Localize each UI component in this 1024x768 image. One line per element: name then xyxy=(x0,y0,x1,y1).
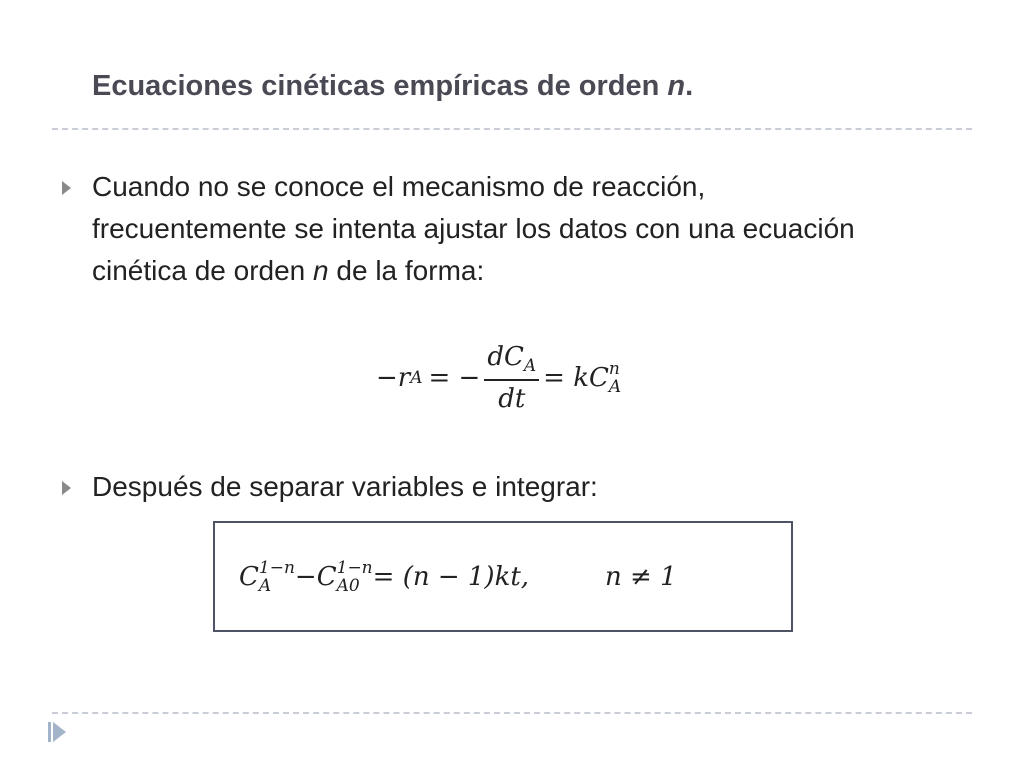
derivative-fraction: $\frac{dC_A}{dt}$ xyxy=(484,342,539,414)
bullet1-line2: frecuentemente se intenta ajustar los datos con una ecuación xyxy=(92,213,855,244)
next-slide-icon[interactable] xyxy=(53,722,66,742)
slide-title: Ecuaciones cinéticas empíricas de orden n. xyxy=(92,70,694,102)
top-divider xyxy=(52,128,972,130)
integrated-equation: C 1−n A − C 1−n A0 = (n − 1)kt, n ≠ 1 xyxy=(239,558,677,596)
bottom-divider xyxy=(52,712,972,714)
bullet1-line1: Cuando no se conoce el mecanismo de reacción, xyxy=(92,171,706,202)
bullet-paragraph-1 xyxy=(92,166,855,292)
title-variable: n xyxy=(667,70,686,102)
bullet2-text: Después de separar variables e integrar: xyxy=(92,471,598,502)
nav-bar-icon xyxy=(48,722,51,742)
bullet1-line3: cinética de orden n de la forma: xyxy=(92,255,485,286)
condition: n ≠ 1 xyxy=(605,562,677,592)
bullet-paragraph-2 xyxy=(92,466,598,508)
bullet-arrow-icon-2 xyxy=(62,481,71,495)
rate-equation: −r A = − $\frac{dC_A}{dt}$ = kC n A xyxy=(376,341,622,415)
bullet-arrow-icon xyxy=(62,181,71,195)
